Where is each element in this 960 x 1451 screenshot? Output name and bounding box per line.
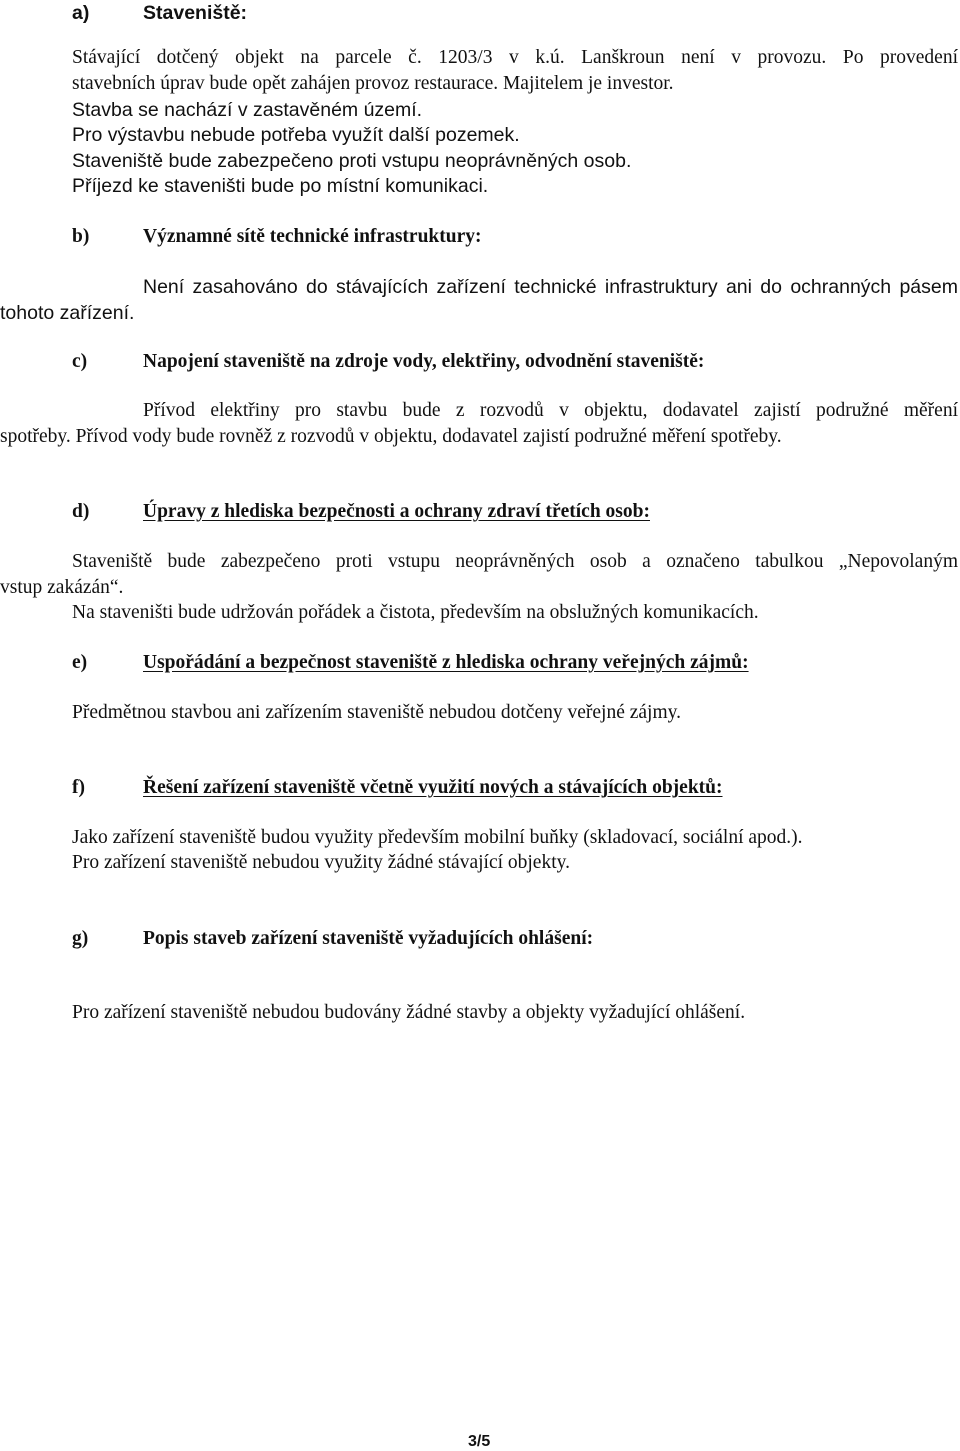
section-d-line-3: Na staveništi bude udržován pořádek a čistota, především na obslužných komunikacích. xyxy=(72,602,759,623)
section-f-letter: f) xyxy=(72,777,85,798)
section-a-letter: a) xyxy=(72,2,90,24)
section-c-letter: c) xyxy=(72,351,88,372)
section-c-line-1: Přívod elektřiny pro stavbu bude z rozvodů v objektu, dodavatel zajistí podružné měření xyxy=(143,400,958,421)
section-e-title: Uspořádání a bezpečnost staveniště z hlediska ochrany veřejných zájmů: xyxy=(143,652,749,673)
section-b-line-1: Není zasahováno do stávajících zařízení technické infrastruktury ani do ochranných pásem xyxy=(143,276,958,298)
section-a-line-3: Stavba se nachází v zastavěném území. xyxy=(72,99,423,121)
section-c-line-2: spotřeby. Přívod vody bude rovněž z rozvodů v objektu, dodavatel zajistí podružné měření spotřeby. xyxy=(0,426,782,447)
section-f-title: Řešení zařízení staveniště včetně využití nových a stávajících objektů: xyxy=(143,777,723,798)
section-f-line-1: Jako zařízení staveniště budou využity především mobilní buňky (skladovací, sociální apod.). xyxy=(72,827,803,848)
section-c-title: Napojení staveniště na zdroje vody, elektřiny, odvodnění staveniště: xyxy=(143,351,705,372)
section-e-line-1: Předmětnou stavbou ani zařízením staveniště nebudou dotčeny veřejné zájmy. xyxy=(72,702,681,723)
section-g-title: Popis staveb zařízení staveniště vyžadujících ohlášení: xyxy=(143,928,594,949)
section-g-line-1: Pro zařízení staveniště nebudou budovány žádné stavby a objekty vyžadující ohlášení. xyxy=(72,1002,746,1023)
section-b-line-2: tohoto zařízení. xyxy=(0,302,135,324)
page-number: 3/5 xyxy=(468,1433,491,1450)
section-d-line-2: vstup zakázán“. xyxy=(0,577,124,598)
section-a-title: Staveniště: xyxy=(143,2,248,24)
section-f-line-2: Pro zařízení staveniště nebudou využity žádné stávající objekty. xyxy=(72,852,570,873)
section-e-letter: e) xyxy=(72,652,88,673)
section-a-line-1: Stávající dotčený objekt na parcele č. 1203/3 v k.ú. Lanškroun není v provozu. Po provedení xyxy=(72,47,958,68)
section-a-line-6: Příjezd ke staveništi bude po místní komunikaci. xyxy=(72,175,489,197)
section-a-line-5: Staveniště bude zabezpečeno proti vstupu neoprávněných osob. xyxy=(72,150,632,172)
section-d-letter: d) xyxy=(72,501,90,522)
section-b-letter: b) xyxy=(72,226,90,247)
section-a-line-4: Pro výstavbu nebude potřeba využít další pozemek. xyxy=(72,124,520,146)
section-b-title: Významné sítě technické infrastruktury: xyxy=(143,226,482,247)
section-d-title: Úpravy z hlediska bezpečnosti a ochrany zdraví třetích osob: xyxy=(143,501,650,522)
section-g-letter: g) xyxy=(72,928,89,949)
section-d-line-1: Staveniště bude zabezpečeno proti vstupu neoprávněných osob a označeno tabulkou „Nepovolaným xyxy=(72,551,958,572)
section-a-line-2: stavebních úprav bude opět zahájen provoz restaurace. Majitelem je investor. xyxy=(72,73,674,94)
